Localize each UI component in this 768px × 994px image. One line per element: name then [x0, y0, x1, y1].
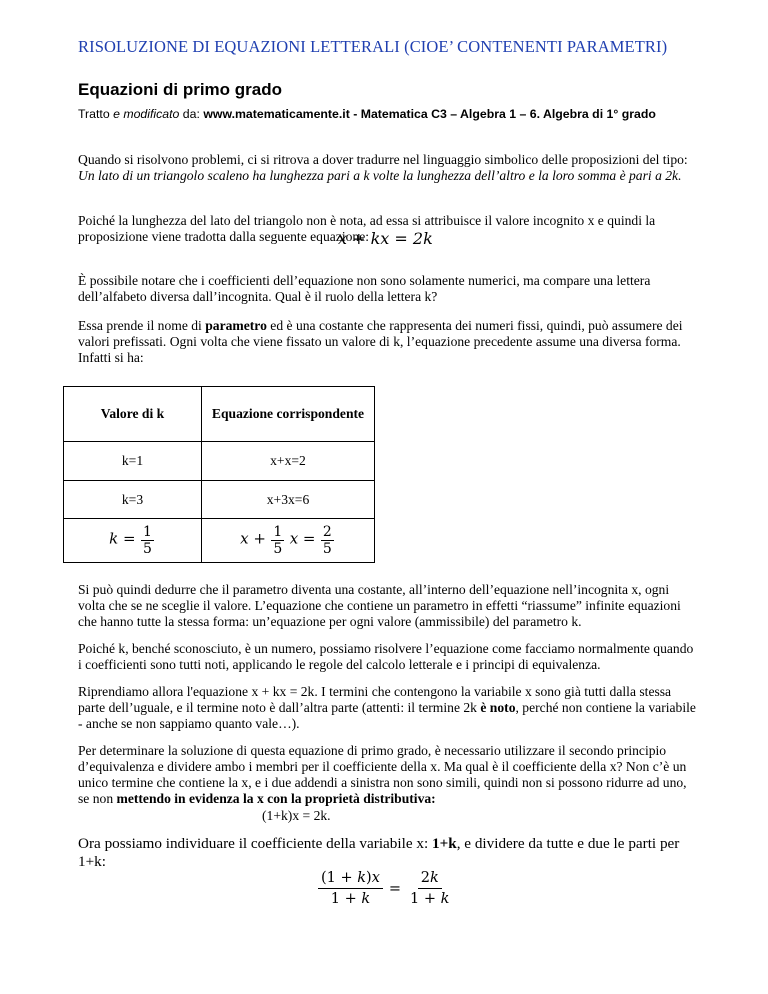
equation-2: (1+k)x = 2k.: [262, 808, 331, 823]
paragraph-1-text: Quando si risolvono problemi, ci si ritrova a dover tradurre nel linguaggio simbolico delle proposizioni del tipo:: [78, 152, 688, 167]
equation-3-lhs: [318, 870, 383, 907]
paragraph-7-pre: Riprendiamo allora l'equazione x + kx = 2k. I termini che contengono la variabile x sono già tutti dalla stessa parte dell’uguale, e il termine noto è dall’altra parte (attenti: il termine 2k: [78, 684, 672, 715]
table-row: [64, 481, 375, 519]
paragraph-8-bold: mettendo in evidenza la x con la proprietà distributiva:: [116, 791, 436, 806]
source-italic: e modificato: [113, 107, 180, 121]
table-header-equation: Equazione corrispondente: [202, 387, 375, 442]
k-lhs: 𝑘 =: [109, 529, 136, 548]
table-row: [64, 442, 375, 481]
table-cell: x+3x=6: [202, 481, 375, 519]
equation-3-rhs-numerator: 2𝑘: [418, 870, 442, 889]
paragraph-1-italic: Un lato di un triangolo scaleno ha lunghezza pari a k volte la lunghezza dell’altro e la loro somma è pari a 2k.: [78, 168, 682, 183]
eq-numerator-1: 1: [273, 524, 283, 540]
paragraph-7-bold: è noto: [480, 700, 516, 715]
eq-fraction-2: [321, 524, 334, 557]
paragraph-3: È possibile notare che i coefficienti dell’equazione non sono solamente numerici, ma compare una lettera dell’alfabeto diversa dall’incognita. Qual è il ruolo della lettera k?: [78, 273, 651, 304]
equation-3-equals: =: [388, 880, 402, 897]
source-prefix: Tratto: [78, 107, 114, 121]
eq-lhs: 𝑥 +: [240, 529, 266, 548]
source-bold: www.matematicamente.it - Matematica C3 – Algebra 1 – 6. Algebra di 1° grado: [203, 107, 656, 121]
table-row: [64, 519, 375, 563]
table-header-row: [64, 387, 375, 442]
paragraph-7-post: , perché non contiene la variabile - anche se non sappiamo quanto vale…).: [78, 700, 696, 731]
k-fraction: [141, 524, 154, 557]
table-cell: k=1: [64, 442, 202, 481]
table-header-k: Valore di k: [64, 387, 202, 442]
table-cell: [202, 519, 375, 563]
paragraph-9-post: , e dividere da tutte e due le parti per 1+k:: [78, 835, 680, 870]
equation-3-rhs-denominator: 1 + 𝑘: [410, 891, 450, 907]
equation-3-lhs-numerator: (1 + 𝑘)𝑥: [318, 870, 383, 889]
source-line: [78, 107, 656, 121]
paragraph-4-pre: Essa prende il nome di: [78, 318, 206, 333]
paragraph-8-pre: Per determinare la soluzione di questa equazione di primo grado, è necessario utilizzare il secondo principio d’equivalenza e dividere ambo i membri per il coefficiente della x. Ma qual è il coefficiente della x? Non c’è un unico termine che contiene la x, e i due addendi a sinistra non sono simili, quindi non si possono ridurre ad uno, se non: [78, 743, 687, 806]
equation-3-rhs: [407, 870, 452, 907]
eq-fraction-1: [271, 524, 284, 557]
k-numerator: 1: [142, 524, 152, 540]
equation-1: 𝑥 + 𝑘𝑥 = 2𝑘: [338, 229, 433, 248]
paragraph-6: Poiché k, benché sconosciuto, è un numero, possiamo risolvere l’equazione come facciamo normalmente quando i coefficienti sono tutti noti, applicando le regole del calcolo letterale e i principi di equivalenza.: [78, 641, 694, 672]
paragraph-5: Si può quindi dedurre che il parametro diventa una costante, all’interno dell’equazione nell’incognita x, ogni volta che se ne sceglie il valore. L’equazione che contiene un parametro in effetti “riassume” infinite equazioni che hanno tutte la stessa forma: un’equazione per ogni valore (ammissibile) del parametro k.: [78, 582, 681, 629]
paragraph-1: [78, 152, 698, 184]
section-title: Equazioni di primo grado: [78, 80, 282, 99]
paragraph-4-bold: parametro: [205, 318, 267, 333]
paragraph-9-pre: Ora possiamo individuare il coefficiente della variabile x:: [78, 835, 432, 852]
equation-3-lhs-denominator: 1 + 𝑘: [330, 891, 371, 907]
paragraph-7: [78, 684, 698, 732]
paragraph-4-post: ed è una costante che rappresenta dei numeri fissi, quindi, può assumere dei valori prefissati. Ogni volta che viene fissato un valore di k, l’equazione precedente assume una diversa forma. Infatti si ha:: [78, 318, 683, 365]
source-mid: da:: [179, 107, 204, 121]
eq-numerator-2: 2: [322, 524, 332, 540]
table-cell: [64, 519, 202, 563]
paragraph-8: [78, 743, 698, 807]
paragraph-9-bold: 1+k: [431, 835, 457, 852]
paragraph-2: Poiché la lunghezza del lato del triangolo non è nota, ad essa si attribuisce il valore incognito x e quindi la proposizione viene tradotta dalla seguente equazione:: [78, 213, 656, 244]
eq-mid: 𝑥 =: [289, 529, 316, 548]
parameter-table: [63, 386, 375, 563]
paragraph-4: [78, 318, 698, 366]
document-header: RISOLUZIONE DI EQUAZIONI LETTERALI (CIOE’ CONTENENTI PARAMETRI): [78, 37, 668, 56]
k-denominator: 5: [142, 541, 152, 557]
table-cell: k=3: [64, 481, 202, 519]
equation-3: [318, 870, 452, 907]
eq-denominator-1: 5: [273, 541, 283, 557]
table-cell: x+x=2: [202, 442, 375, 481]
paragraph-9: [78, 835, 698, 871]
eq-denominator-2: 5: [322, 541, 332, 557]
